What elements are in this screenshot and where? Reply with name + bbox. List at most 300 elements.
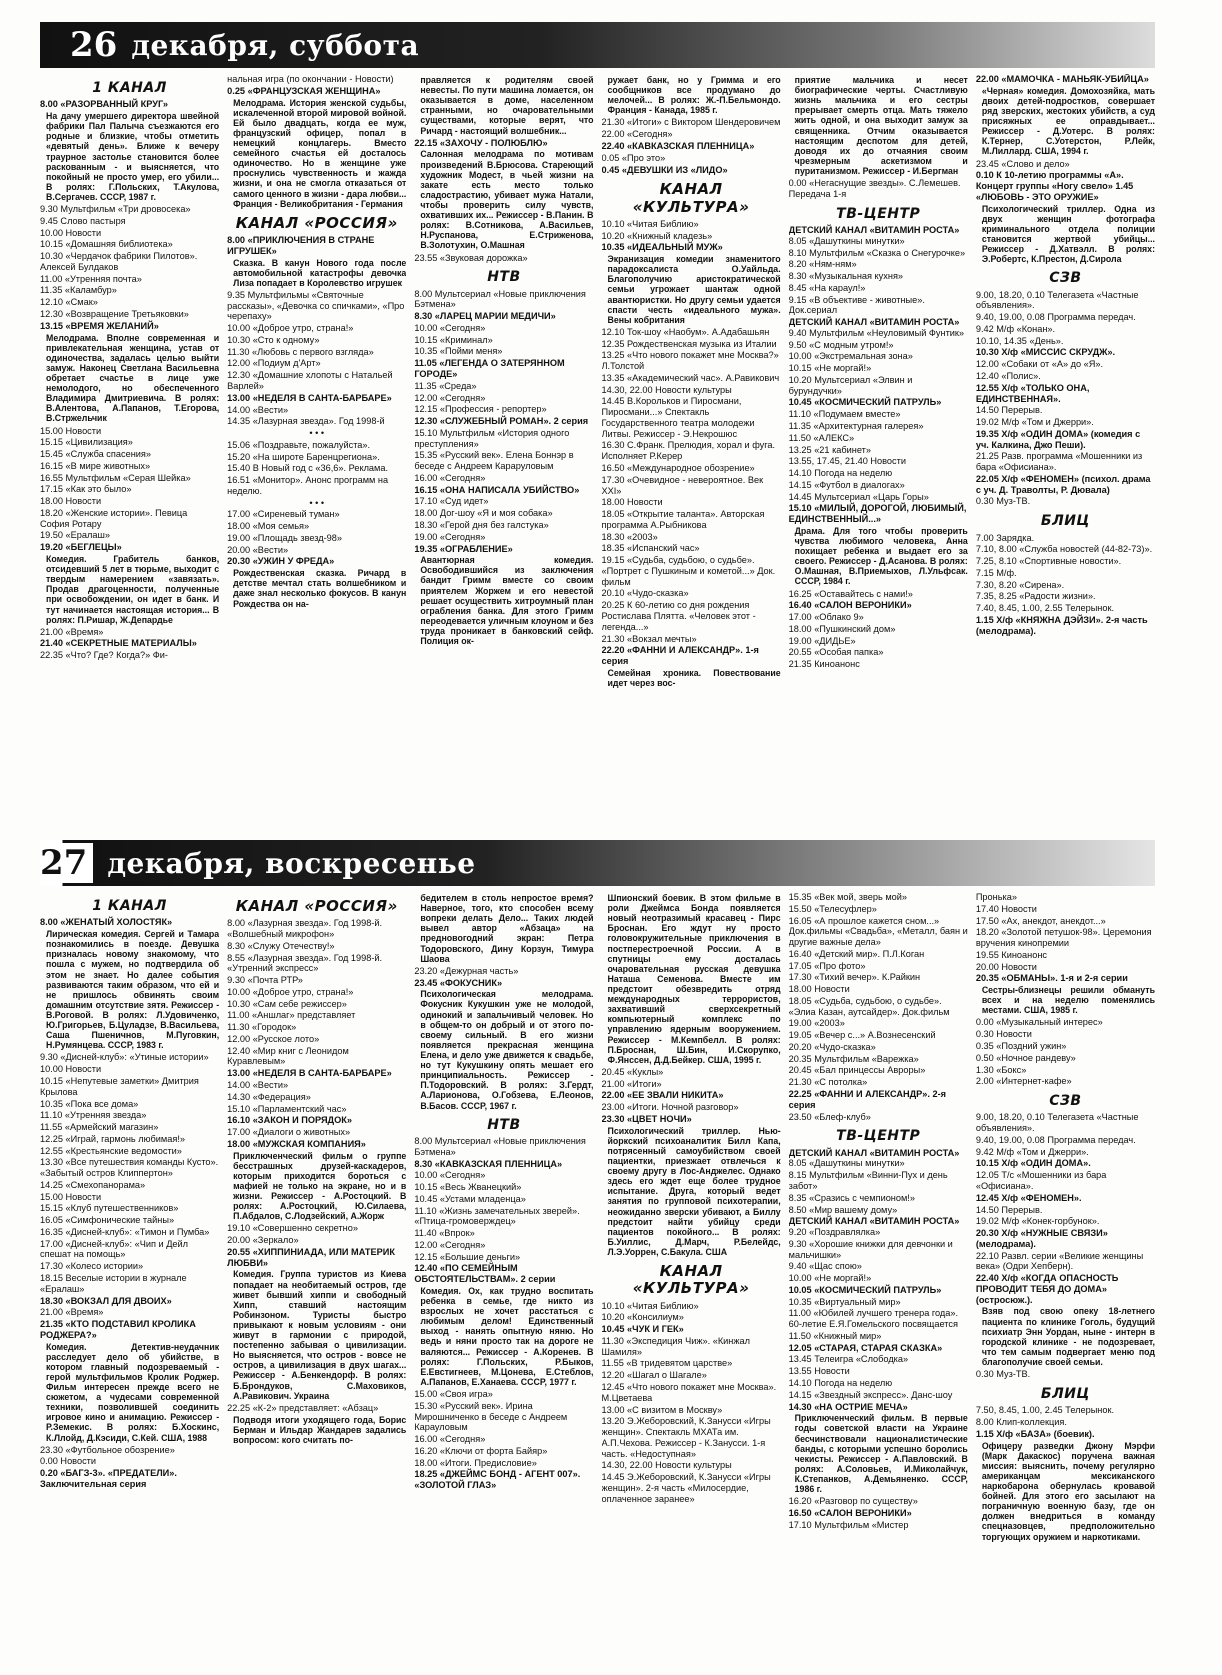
program-item: 18.15 Веселые истории в журнале «Ералаш»: [40, 1273, 187, 1294]
program-item: 10.10, 14.35 «День».: [975, 335, 1064, 346]
program-item: 12.00 «Подиум д'Арт»: [227, 358, 321, 369]
program-description: бедителем в столь непростое время? Наверное, того, кто способен всему вопреки делать Дело... Таких людей вывел автор «Абзаца» на предновогодний экран: Петра Тодоровского, Дину Корзун, Тимура Шаова: [420, 893, 594, 964]
program-item: 22.15 «ЗАХОЧУ - ПОЛЮБЛЮ»: [414, 137, 548, 148]
program-item: 17.05 «Про фото»: [788, 960, 866, 971]
program-item: 17.15 «Как это было»: [40, 484, 132, 495]
program-item: 0.10 К 10-летию программы «А». Концерт группы «Ногу свело» 1.45 «ЛЮБОВЬ - ЭТО ОРУЖИЕ»: [975, 170, 1134, 202]
program-item: 22.00 «Сегодня»: [601, 129, 673, 140]
program-item: 8.10 Мультфильм «Сказка о Снегурочке»: [788, 247, 966, 258]
program-item: 16.00 «Сегодня»: [414, 1434, 486, 1445]
listing-column: [789, 74, 968, 824]
program-item: 16.20 «Ключи от форта Байяр»: [414, 1445, 548, 1456]
program-item: 10.10 «Читая Библию»: [601, 218, 699, 229]
program-item: 9.20 «Поздравлялка»: [788, 1227, 881, 1238]
program-item: 14.25 «Смехопанорама»: [40, 1179, 146, 1190]
program-item: 8.30 «ЛАРЕЦ МАРИИ МЕДИЧИ»: [414, 311, 556, 322]
program-item: 0.30 Муз-ТВ.: [975, 496, 1031, 507]
block-caption: ДЕТСКИЙ КАНАЛ «ВИТАМИН РОСТА»: [788, 225, 960, 235]
program-item: 22.20 «ФАННИ И АЛЕКСАНДР». 1-я серия: [601, 645, 759, 667]
program-item: 14.45 В.Корольков и Пиросмани, Пиросмани...» Спектакль Государственного театра молодежи Литвы. Режиссер - Э.Некрошюс: [601, 396, 755, 439]
program-item: 15.40 В Новый год с «36,6». Реклама.: [227, 463, 389, 474]
program-description: Комедия. Грабитель банков, отсидевший 5 лет в тюрьме, выходит с твердым намерением «завязать». Продав драгоценности, полученные при освобождении, он идет в банк. И тут начинается настоящая история... В ролях: П.Ришар, Ж.Депардье: [46, 553, 220, 625]
program-item: 8.05 «Дашуткины минутки»: [788, 1158, 905, 1169]
program-item: 14.50 Перерыв.: [975, 1204, 1043, 1215]
program-item: Пронька»: [975, 892, 1017, 902]
program-item: 10.45 «Устами младенца»: [414, 1193, 526, 1204]
program-item: 8.00 Мультсериал «Новые приключения Бэтмена»: [414, 1135, 586, 1157]
program-item: 13.35 «Академический час». А.Равикович: [601, 372, 780, 383]
program-item: 14.30, 22.00 Новости культуры: [601, 1460, 732, 1471]
program-item: 15.00 «Своя игра»: [414, 1389, 493, 1400]
program-description: Комедия. Детектив-неудачник расследует дело об убийстве, в котором главный подозреваемый - герой мультфильмов Кролик Роджер. Фильм интересен прежде всего не сюжетом, а чудесами современной техники, позволившей соединить игровое кино и анимацию. Режиссер - Р.Земекис. В ролях: Б.Хоскинс, К.Ллойд, Д.Кэсиди, С.Кей. США, 1988: [46, 1341, 220, 1443]
program-description: Психологическая мелодрама. Фокусник Кукушкин уже не молодой, одинокий и запальчивый человек. Но в общем-то он добрый и от этого по-своему сильный. В его жизни появляется прекрасная женщина Елена, и дело уже движется к свадьбе, но тут Кукушкину опять мешает его принципиальность. Режиссер - П.Тодоровский. В ролях: З.Гердт, А.Ларионова, О.Гобзева, Е.Леонов, В.Басов. СССР, 1967 г.: [420, 989, 594, 1111]
program-description: приятие мальчика и несет биографические черты. Счастливую жизнь мальчика и его сестры прерывает смерть отца. Мать тяжело жить одной, и она выходит замуж за священника. Отчим оказывается настоящим деспотом для детей, доводя их до отчаяния своим чрезмерным аскетизмом и пуританизмом. Режиссер - И.Бергман: [794, 75, 968, 176]
program-description: Мелодрама. Вполне современная и привлекательная женщина, устав от одиночества, задалась целью выйти замуж. Наконец Светлана Васильевна обретает счастье в лице уже немолодого, но обеспеченного Владимира Дмитриевича. В ролях: В.Алентова, А.Папанов, Т.Егорова, В.Стржельчик: [46, 332, 220, 424]
program-item: 14.30, 22.00 Новости культуры: [601, 384, 732, 395]
program-item: 17.30 «Очевидное - невероятное. Век XXI»: [601, 474, 764, 496]
program-item: 11.10 «Подумаем вместе»: [788, 409, 901, 420]
program-item: 16.15 «В мире животных»: [40, 460, 151, 471]
listing-column: [40, 74, 219, 824]
day-banner: [40, 840, 1155, 886]
program-item: 14.30 «Федерация»: [227, 1091, 311, 1102]
program-item: 13.30 «Все путешествия команды Кусто». «Забытый остров Клиппертон»: [40, 1157, 219, 1179]
program-description: Рождественская сказка. Ричард в детстве мечтал стать волшебником и даже знал несколько фокусов. В канун Рождества он на-: [233, 568, 407, 609]
program-item: 10.00 «Доброе утро, страна!»: [227, 323, 354, 334]
program-item: 21.30 «Итоги» с Виктором Шендеровичем: [601, 117, 781, 128]
listing-column: [227, 892, 406, 1670]
program-item: 9.30 Мультфильм «Три дровосека»: [40, 204, 191, 215]
program-item: 15.10 «МИЛЫЙ, ДОРОГОЙ, ЛЮБИМЫЙ, ЕДИНСТВЕННЫЙ...»: [788, 503, 967, 525]
program-item: 11.05 «ЛЕГЕНДА О ЗАТЕРЯННОМ ГОРОДЕ»: [414, 358, 565, 380]
program-item: 19.15 «Судьба, судьбою, о судьбе». «Портрет с Пушкиным и кометой...» Док. фильм: [601, 555, 776, 587]
program-item: 11.10 «Утренняя звезда»: [40, 1110, 147, 1121]
block-caption: ДЕТСКИЙ КАНАЛ «ВИТАМИН РОСТА»: [788, 1216, 960, 1227]
program-item: 11.55 «Армейский магазин»: [40, 1122, 159, 1133]
program-item: 12.00 «Русское лото»: [227, 1033, 320, 1044]
program-item: 0.35 «Поздний ужин»: [975, 1040, 1067, 1051]
program-item: 16.55 Мультфильм «Серая Шейка»: [40, 472, 191, 483]
program-item: 0.30 Муз-ТВ.: [975, 1369, 1031, 1380]
program-description: Драма. Для того чтобы проверить чувства любимого человека, Анна похищает ребенка и выдает его за своего. Режиссер - Д.Асанова. В ролях: О.Машная, В.Приемыхов, Л.Ульфсак. СССР, 1984 г.: [794, 525, 968, 587]
program-item: 10.30 Х/ф «МИССИС СКРУДЖ».: [975, 347, 1116, 358]
program-item: 21.00 «Время»: [40, 626, 104, 637]
program-item: 22.40 «КАВКАЗСКАЯ ПЛЕННИЦА»: [601, 140, 755, 151]
program-item: 17.00 «Сиреневый туман»: [227, 509, 340, 520]
program-item: 21.40 «СЕКРЕТНЫЕ МАТЕРИАЛЫ»: [40, 638, 197, 649]
program-item: 14.35 «Лазурная звезда». Год 1998-й: [227, 416, 385, 427]
program-item: 12.40 «Мир книг с Леонидом Куравлевым»: [227, 1045, 349, 1067]
program-item: 15.35 «Век мой, зверь мой»: [788, 892, 907, 902]
program-item: 8.00 Мультсериал «Новые приключения Бэтмена»: [414, 288, 586, 310]
block-caption: ДЕТСКИЙ КАНАЛ «ВИТАМИН РОСТА»: [788, 317, 960, 328]
program-item: 13.55 Новости: [788, 1366, 850, 1377]
program-description: ружает банк, но у Гримма и его сообщников все продумано до мелочей... В ролях: Ж.-П.Бельмондо. Франция - Канада, 1985 г.: [607, 75, 781, 116]
program-item: 1.30 «Бокс»: [975, 1064, 1027, 1075]
program-item: 11.35 «Среда»: [414, 380, 477, 391]
program-item: 18.00 Дог-шоу «Я и моя собака»: [414, 508, 553, 519]
program-item: 19.00 «ДИДЬЕ»: [788, 635, 856, 646]
program-item: 19.00 «Сегодня»: [414, 531, 486, 542]
day-section-27: [40, 840, 1155, 1670]
program-item: 16.15 «ОНА НАПИСАЛА УБИЙСТВО»: [414, 484, 580, 495]
program-item: 13.55, 17.45, 21.40 Новости: [788, 456, 906, 467]
program-item: 9.42 М/ф «Конан».: [975, 323, 1056, 334]
program-item: 14.15 «Футбол в диалогах»: [788, 479, 905, 490]
program-item: 22.00 «МАМОЧКА - МАНЬЯК-УБИЙЦА»: [975, 74, 1149, 84]
program-item: 0.50 «Ночное рандеву»: [975, 1052, 1076, 1063]
program-item: 20.35 Мультфильм «Варежка»: [788, 1053, 919, 1064]
program-item: 0.45 «ДЕВУШКИ ИЗ «ЛИДО»: [601, 164, 728, 175]
program-item: 16.50 «САЛОН ВЕРОНИКИ»: [788, 1507, 912, 1518]
program-item: 18.35 «Испанский час»: [601, 543, 700, 554]
program-item: 10.15 «Криминал»: [414, 334, 493, 345]
program-item: 11.50 «АЛЕКС»: [788, 432, 855, 443]
listing-column: [789, 892, 968, 1670]
program-item: 14.00 «Вести»: [227, 1079, 289, 1090]
program-item: 10.20 «Книжный кладезь»: [601, 230, 713, 241]
program-item: 10.00 «Сегодня»: [414, 1170, 486, 1181]
program-item: 18.30 «Герой дня без галстука»: [414, 519, 549, 530]
program-item: 9.40, 19.00, 0.08 Программа передач.: [975, 312, 1136, 323]
program-item: 2.00 «Интернет-кафе»: [975, 1076, 1072, 1087]
program-item: 7.15 М/ф.: [975, 567, 1017, 578]
program-item: 8.50 «Мир вашему дому»: [788, 1204, 898, 1215]
program-item: 18.30 «2003»: [601, 531, 658, 542]
program-item: 21.00 «Время»: [40, 1307, 104, 1318]
program-item: 0.00 Новости: [40, 1456, 96, 1467]
program-item: 9.50 «С модным утром!»: [788, 339, 894, 350]
program-item: 9.30 «Почта РТР»: [227, 975, 303, 986]
channel-heading: КАНАЛ «РОССИЯ»: [235, 213, 398, 232]
program-item: 10.35 «Виртуальный мир»: [788, 1296, 901, 1307]
program-item: 7.35, 8.25 «Радости жизни».: [975, 591, 1096, 602]
program-item: 14.10 Погода на неделю: [788, 468, 893, 479]
program-item: 14.45 Э.Жеборовский, К.Занусси «Игры женщин». 2-я часть «Милосердие, оплаченное заранее»: [601, 1472, 771, 1504]
program-item: 23.30 «Футбольное обозрение»: [40, 1444, 175, 1455]
program-item: 11.00 «Утренняя почта»: [40, 273, 142, 284]
program-item: 0.30 Новости: [975, 1029, 1032, 1040]
program-item: 23.55 «Звуковая дорожка»: [414, 252, 528, 263]
program-item: 18.00 «Итоги. Предисловие»: [414, 1457, 537, 1468]
program-item: 15.10 «Парламентский час»: [227, 1103, 347, 1114]
channel-heading: КАНАЛ «КУЛЬТУРА»: [632, 1262, 750, 1298]
program-item: 10.35 «Пока все дома»: [40, 1098, 139, 1109]
program-item: 13.00 «НЕДЕЛЯ В САНТА-БАРБАРЕ»: [227, 1068, 392, 1079]
program-item: 10.10 «Читая Библию»: [601, 1300, 699, 1311]
program-description: Сказка. В канун Нового года после автомобильной катастрофы девочка Лиза попадает в Королевство игрушек: [233, 257, 407, 288]
program-item: 19.02 М/ф «Конек-горбунок».: [975, 1216, 1100, 1227]
program-item: 20.25 К 60-летию со дня рождения Ростислава Плятта. «Человек этот - легенда...»: [601, 600, 756, 632]
program-item: 16.20 «Разговор по существу»: [788, 1496, 918, 1507]
program-item: 10.15 «Непутевые заметки» Дмитрия Крылова: [40, 1075, 199, 1097]
program-item: 18.00 Новости: [788, 984, 850, 995]
program-item: 9.42 М/ф «Том и Джерри».: [975, 1146, 1089, 1157]
channel-heading: БЛИЦ: [1040, 1385, 1090, 1402]
program-item: 15.06 «Поздравьте, пожалуйста».: [227, 439, 371, 450]
program-item: 12.40 «ПО СЕМЕЙНЫМ ОБСТОЯТЕЛЬСТВАМ». 2 серии: [414, 1263, 556, 1285]
program-item: 11.40 «Впрок»: [414, 1228, 475, 1239]
program-item: 8.00 «ПРИКЛЮЧЕНИЯ В СТРАНЕ ИГРУШЕК»: [227, 234, 375, 256]
program-item: 8.30 «Служу Отечеству!»: [227, 940, 335, 951]
program-item: 20.55 «ХИППИНИАДА, ИЛИ МАТЕРИК ЛЮБВИ»: [227, 1246, 395, 1268]
channel-heading: КАНАЛ «РОССИЯ»: [235, 897, 398, 915]
separator: • • •: [309, 428, 325, 439]
program-item: 10.20 Мультсериал «Элвин и бурундучки»: [788, 374, 913, 396]
program-item: 11.55 «В тридевятом царстве»: [601, 1358, 733, 1369]
channel-heading: БЛИЦ: [1040, 513, 1090, 530]
program-item: 9.40 «Щас спою»: [788, 1261, 862, 1272]
listing-column: [602, 892, 781, 1670]
program-item: 10.00 «Не моргай!»: [788, 1273, 872, 1284]
program-item: 18.25 «ДЖЕЙМС БОНД - АГЕНТ 007». «ЗОЛОТОЙ ГЛАЗ»: [414, 1469, 581, 1491]
program-description: Приключенческий фильм. В первые годы советской власти на Украине бесчинствовали националистические банды, с которыми успешно боролись чекисты. Режиссер - А.Павловский. В ролях: А.Соловьев, И.Миколайчук, К.Степанков, А.Демьяненко. СССР, 1986 г.: [794, 1413, 968, 1495]
program-description: Шпионский боевик. В этом фильме в роли Джеймса Бонда появляется новый неотразимый красавец - Пирс Броснан. Его ждут ну просто головокружительные приключения в постперестроечной России. А в спутницы ему досталась очаровательная русская девушка Наташа Семенова. Вместе им предстоит обезвредить отряд международных террористов, захвативший сверхсекретный компьютерный комплекс по управлению ядерным вооружением. Режиссер - М.Кемпбелл. В ролях: П.Броснан, Ш.Бин, И.Скорупко, Ф.Янссен, Д.Д.Бейкер. США, 1995 г.: [607, 893, 781, 1065]
channel-heading: 1 КАНАЛ: [92, 898, 167, 914]
program-description: правляется к родителям своей невесты. По пути машина ломается, он оказывается в доме, населенном странными, но очаровательными существами, которые верят, что Ричард - настоящий волшебник...: [420, 75, 594, 136]
program-item: 21.25 Разв. программа «Мошенники из бара «Офисиана».: [975, 451, 1143, 473]
program-item: 18.20 «Золотой петушок-98». Церемония вручения кинопремии: [975, 927, 1152, 949]
listing-column: [976, 892, 1155, 1670]
program-item: 15.45 «Служба спасения»: [40, 449, 151, 460]
program-item: 21.35 Киноанонс: [788, 659, 860, 670]
program-item: 12.30 «Возвращение Третьяковки»: [40, 309, 189, 320]
program-item: 19.20 «БЕГЛЕЦЫ»: [40, 542, 122, 553]
program-item: 18.20 «Женские истории». Певица София Ротару: [40, 507, 188, 529]
program-item: 16.35 «Дисней-клуб»: «Тимон и Пумба»: [40, 1226, 210, 1237]
channel-heading: 1 КАНАЛ: [92, 80, 167, 96]
program-item: 20.00 «Вести»: [227, 544, 289, 555]
program-description: Экранизация комедии знаменитого парадоксалиста О.Уайльда. Благополучию аристократической семьи угрожает шантаж одной авантюристки. Но другу семьи удается спасти честь «идеального мужа». Вены кобритания: [607, 254, 781, 325]
block-caption: ДЕТСКИЙ КАНАЛ «ВИТАМИН РОСТА»: [788, 1147, 960, 1158]
program-description: Салонная мелодрама по мотивам произведений В.Брюсова. Стареющий художник Модест, в чьей жизни на закате есть место только сладострастию, убивает мужа Натали, чтобы проверить силу чувств, охвативших их... Режиссер - В.Панин. В ролях: В.Сотникова, А.Васильев, Н.Руспанова, Е.Стриженова, В.Золотухин, О.Машная: [420, 149, 594, 251]
columns: [40, 892, 1155, 1670]
program-item: 1.15 Х/ф «КНЯЖНА ДЭЙЗИ». 2-я часть (мелодрама).: [975, 614, 1148, 636]
day-section-26: [40, 22, 1155, 824]
program-item: 0.20 «БАГЗ-3». «ПРЕДАТЕЛИ». Заключительная серия: [40, 1468, 177, 1489]
program-item: 23.50 «Блеф-клуб»: [788, 1111, 871, 1122]
program-item: 12.10 «Смак»: [40, 297, 98, 308]
program-item: 23.45 «ФОКУСНИК»: [414, 977, 503, 988]
program-description: «Черная» комедия. Домохозяйка, мать двоих детей-подростков, совершает ряд зверских, жестоких убийств, а суд присяжных ее оправдывает... Режиссер - Д.Уотерс. В ролях: К.Тернер, С.Уотерстон, Р.Лейк, М.Лиллард. США, 1994 г.: [981, 85, 1155, 157]
program-description: Психологический триллер. Нью-йоркский психоаналитик Билл Капа, потрясенный самоубийством своей пациентки, приезжает отвлечься к своему другу в Лос-Анджелес. Однако здесь его ждет еще более трудное испытание. Друга, который ведет занятия по групповой психотерапии, неожиданно зверски убивают, а Биллу предстоит найти убийцу среди пациентов покойного... В ролях: Б.Уиллис, Д.Марч, Р.Белейдс, Л.Э.Уоррен, С.Бакула. США: [607, 1125, 781, 1257]
program-item: 19.55 Киноанонс: [975, 949, 1047, 960]
channel-heading: НТВ: [487, 269, 521, 286]
program-item: 12.05 Т/с «Мошенники из бара «Офисиана».: [975, 1170, 1107, 1192]
program-item: 0.05 «Про это»: [601, 152, 666, 163]
program-item: 8.05 «Дашуткины минутки»: [788, 235, 905, 246]
program-item: 16.10 «ЗАКОН И ПОРЯДОК»: [227, 1115, 352, 1126]
program-item: 13.20 Э.Жеборовский, К.Занусси «Игры женщин». Спектакль МХАТа им. А.П.Чехова. Режиссер - К.Занусси. 1-я часть. «Недоступная»: [601, 1416, 771, 1459]
program-item: 17.30 «Тихий вечер». К.Райкин: [788, 972, 921, 983]
program-item: 10.15 «Весь Жванецкий»: [414, 1182, 522, 1193]
program-item: 22.05 Х/ф «ФЕНОМЕН» (психол. драма с уч. Д. Траволты, Р. Дювала): [975, 473, 1151, 495]
program-item: 10.00 Новости: [40, 1064, 102, 1075]
program-item: 18.00 «Пушкинский дом»: [788, 623, 896, 634]
program-item: 20.45 «Куклы»: [601, 1066, 664, 1077]
program-item: 20.30 Х/ф «НУЖНЫЕ СВЯЗИ» (мелодрама).: [975, 1228, 1108, 1249]
program-item: 13.15 «ВРЕМЯ ЖЕЛАНИЙ»: [40, 320, 159, 331]
program-item: 9.00, 18.20, 0.10 Телегазета «Частные объявления».: [975, 1112, 1139, 1134]
program-item: 13.25 «21 кабинет»: [788, 444, 872, 455]
program-item: 10.45 «КОСМИЧЕСКИЙ ПАТРУЛЬ»: [788, 397, 942, 408]
program-item: 10.00 «Сегодня»: [414, 322, 486, 333]
program-item: 16.51 «Монитор». Анонс программ на неделю.: [227, 475, 389, 496]
program-item: 9.30 «Хорошие книжки для девчонки и мальчишки»: [788, 1238, 953, 1260]
program-item: 12.30 «Домашние хлопоты с Натальей Варлей»: [227, 370, 393, 391]
program-description: Подводя итоги уходящего года, Борис Берман и Ильдар Жандарев задались вопросом: кого считать по-: [233, 1414, 407, 1445]
program-item: 10.20 «Консилиум»: [601, 1312, 684, 1323]
program-item: 10.30 «Чердачок фабрики Пилотов». Алексей Булдаков: [40, 251, 198, 272]
program-item: 23.00 «Итоги. Ночной разговор»: [601, 1102, 739, 1113]
program-item: 16.40 «САЛОН ВЕРОНИКИ»: [788, 600, 912, 611]
program-description: На дачу умершего директора швейной фабрики Пал Палыча съезжаются его родные и близкие, чтобы отметить «девятый день». Ближе к вечеру траурное застолье становится более раскованным - и выясняется, что покойный не просто умер, его убили... В ролях: Г.Польских, Т.Акулова, В.Сергачев. СССР, 1987 г.: [46, 111, 220, 203]
program-item: 12.45 «Что нового покажет мне Москва». М.Цветаева: [601, 1381, 777, 1403]
program-item: 15.30 «Русский век». Ирина Мирошниченко в беседе с Андреем Карауловым: [414, 1400, 568, 1433]
program-item: 8.30 «Музыкальная кухня»: [788, 271, 904, 282]
program-item: 10.30 «Сам себе режиссер»: [227, 998, 347, 1009]
program-item: 7.25, 8.10 «Спортивные новости».: [975, 556, 1122, 567]
program-item: 10.05 «КОСМИЧЕСКИЙ ПАТРУЛЬ»: [788, 1284, 942, 1295]
program-item: 18.00 «МУЖСКАЯ КОМПАНИЯ»: [227, 1138, 366, 1149]
program-description: Приключенческий фильм о группе бесстрашных друзей-каскадеров, которым приходится бороться с мафией не только на экране, но и в жизни. Режиссер - А.Ростоцкий. В ролях: А.Ростоцкий, Ю.Силаева, П.Абдалов, С.Лодзейский, А.Жорж: [233, 1150, 407, 1222]
program-item: 16.00 «Сегодня»: [414, 472, 486, 483]
program-item: 20.30 «УЖИН У ФРЕДА»: [227, 556, 335, 567]
program-item: 15.50 «Телесуфлер»: [788, 903, 877, 914]
day-title: декабря, воскресенье: [107, 846, 476, 880]
day-title: декабря, суббота: [131, 28, 420, 62]
program-item: 20.35 «ОБМАНЫ». 1-я и 2-я серии: [975, 973, 1128, 984]
program-item: 17.00 «Дисней-клуб»: «Чип и Дейл спешат на помощь»: [40, 1238, 189, 1260]
program-item: 13.00 «С визитом в Москву»: [601, 1404, 723, 1415]
program-item: 22.40 Х/ф «КОГДА ОПАСНОСТЬ ПРОВОДИТ ТЕБЯ ДО ДОМА» (остросюж.).: [975, 1273, 1119, 1305]
program-item: 7.10, 8.00 «Служба новостей (44-82-73)».: [975, 544, 1153, 555]
program-item: 17.30 «Колесо истории»: [40, 1261, 144, 1272]
program-item: 11.00 «Юбилей лучшего тренера года». 60-летие Е.Я.Гомельского посвящается: [788, 1308, 959, 1330]
listing-column: [602, 74, 781, 824]
program-item: 19.02 М/ф «Том и Джерри».: [975, 417, 1094, 428]
program-item: 7.50, 8.45, 1.00, 2.45 Телерынок.: [975, 1405, 1115, 1416]
program-item: 12.00 «Собаки от «А» до «Я».: [975, 359, 1104, 370]
program-item: 17.10 «Суд идет»: [414, 496, 489, 507]
day-number: 26: [70, 25, 118, 65]
program-item: 0.25 «ФРАНЦУЗСКАЯ ЖЕНЩИНА»: [227, 85, 381, 96]
program-item: 16.25 «Оставайтесь с нами!»: [788, 588, 913, 599]
program-item: 10.35 «Пойми меня»: [414, 346, 503, 357]
program-description: Сестры-близнецы решили обмануть всех и на неделю поменялись местами. США, 1985 г.: [981, 985, 1155, 1016]
program-description: Комедия. Ох, как трудно воспитать ребенка в семье, где никто из взрослых не хочет расстаться с любимым делом! Единственный выход - нанять опытную няню. Но ведь и няни просто так на дороге не валяются... Режиссер - А.Коренев. В ролях: Г.Польских, Р.Быков, Е.Евстигнеев, М.Цонева, Е.Стеблов, А.Папанов, Е.Ханаева. СССР, 1977 г.: [420, 1285, 594, 1387]
program-item: 10.30 «Сто к одному»: [227, 334, 320, 345]
listing-column: [227, 74, 406, 824]
program-item: 14.50 Перерыв.: [975, 405, 1043, 416]
program-item: 23.20 «Дежурная часть»: [414, 965, 519, 976]
program-item: 12.15 «Большие деньги»: [414, 1251, 521, 1262]
program-item: 15.00 Новости: [40, 1191, 102, 1202]
program-item: 16.30 С.Франк. Прелюдия, хорал и фуга. Исполняет Р.Керер: [601, 440, 776, 462]
program-item: 11.30 «Городок»: [227, 1022, 297, 1033]
program-description: Семейная хроника. Повествование идет через вос-: [607, 667, 781, 688]
program-item: 18.00 «Моя семья»: [227, 521, 310, 532]
program-item: 12.55 Х/ф «ТОЛЬКО ОНА, ЕДИНСТВЕННАЯ».: [975, 382, 1090, 404]
program-item: 12.35 Рождественская музыка из Италии: [601, 338, 777, 349]
program-item: 12.55 «Крестьянские ведомости»: [40, 1145, 182, 1156]
program-item: 15.15 «Клуб путешественников»: [40, 1203, 179, 1214]
program-item: нальная игра (по окончании - Новости): [227, 74, 394, 84]
program-description: Авантюрная комедия. Освободившийся из заключения бандит Гримм вместе со своим приятелем Жоржем и его невестой решает осуществить хитроумный план ограбления банка. Для этого Гримм переодевается уличным клоуном и без труда проникает в банковский сейф. Полиция ок-: [420, 555, 594, 647]
program-item: 17.00 «Облако 9»: [788, 612, 864, 623]
program-description: Лирическая комедия. Сергей и Тамара познакомились в поезде. Девушка призналась новому знакомому, что пошла с мужем, но подтвердила об этом не знает. Но далее события развиваются таким образом, что ей и не пришлось обвинять своим домашним отсутствие зятя. Режиссер - В.Роговой. В ролях: Л.Удовиченко, Ю.Григорьев, Б.Цуладзе, В.Васильева, Саша Пшеничнов, М.Пуговкин, Н.Румянцева. СССР, 1983 г.: [46, 929, 220, 1051]
program-description: Мелодрама. История женской судьбы, искалеченной второй мировой войной. Ей было двадцать, когда ее муж, французский офицер, попал в немецкий концлагерь. Вместо семейного счастья ей досталось одиночество. Но в женщине уже проснулись чувственность и жажда жизни, и она не смогла отказаться от самого ценного в жизни - дара любви... Франция - Великобритания - Германия: [233, 97, 407, 209]
program-item: 12.15 «Профессия - репортер»: [414, 404, 547, 415]
program-item: 12.00 «Сегодня»: [414, 392, 486, 403]
channel-heading: КАНАЛ «КУЛЬТУРА»: [632, 180, 750, 216]
program-item: 9.00, 18.20, 0.10 Телегазета «Частные объявления».: [975, 289, 1139, 311]
program-item: 11.30 «Экспедиция Чиж». «Кинжал Шамиля»: [601, 1335, 750, 1357]
program-item: 8.00 «Лазурная звезда». Год 1998-й. «Волшебный микрофон»: [227, 918, 383, 940]
program-item: 10.15 «Домашняя библиотека»: [40, 239, 173, 250]
program-item: 22.35 «Что? Где? Когда?» Фи-: [40, 650, 168, 661]
program-item: 16.40 «Детский мир». П.Л.Коган: [788, 948, 925, 959]
program-item: 10.45 «ЧУК И ГЕК»: [601, 1324, 684, 1335]
program-item: 20.20 «Чудо-сказка»: [788, 1041, 876, 1052]
program-item: 12.40 «Полис».: [975, 370, 1041, 381]
program-item: 7.40, 8.45, 1.00, 2.55 Телерынок.: [975, 603, 1115, 614]
program-item: 9.45 Слово пастыря: [40, 215, 126, 226]
program-item: 19.35 «ОГРАБЛЕНИЕ»: [414, 543, 513, 554]
program-item: 11.30 «Любовь с первого взгляда»: [227, 346, 374, 357]
program-description: Офицеру разведки Джону Мэрфи (Марк Дакаскос) поручена важная миссия: выяснить, почему регулярно американцам мексиканского наркобарона обернулась кровавой бойней. Для этого его засылают на пограничную военную базу, где он должен внедриться в команду спецназовцев, предположительно торгующих оружием и наркотиками.: [981, 1440, 1155, 1542]
program-item: 18.05 «Открытие таланта». Авторская программа А.Рыбникова: [601, 509, 765, 530]
program-item: 20.10 «Чудо-сказка»: [601, 588, 689, 599]
program-item: 11.35 «Архитектурная галерея»: [788, 421, 924, 432]
program-item: 10.15 «Не моргай!»: [788, 363, 872, 374]
program-item: 0.00 «Музыкальный интерес»: [975, 1017, 1103, 1028]
program-item: 20.00 Новости: [975, 961, 1037, 972]
program-item: 0.00 «Негаснущие звезды». С.Лемешев. Передача 1-я: [788, 178, 961, 199]
channel-heading: НТВ: [487, 1116, 521, 1133]
program-item: 1.15 Х/ф «БАЗА» (боевик).: [975, 1428, 1095, 1439]
program-item: 9.35 Мультфильмы «Святочные рассказы», «Девочка со спичками», «Про черепаху»: [227, 289, 405, 322]
listing-column: [414, 74, 593, 824]
program-item: 8.35 «Сразись с чемпионом!»: [788, 1192, 915, 1203]
program-item: 18.00 Новости: [601, 497, 663, 508]
program-item: 9.40 Мультфильм «Неуловимый Фунтик»: [788, 327, 965, 338]
program-item: 15.10 Мультфильм «История одного преступления»: [414, 427, 570, 449]
program-item: 9.15 «В объективе - животные». Док.сериал: [788, 294, 925, 316]
program-item: 15.00 Новости: [40, 425, 102, 436]
program-item: 22.00 «ЕЕ ЗВАЛИ НИКИТА»: [601, 1090, 724, 1101]
program-item: 11.50 «Книжный мир»: [788, 1330, 882, 1341]
program-item: 10.00 «Экстремальная зона»: [788, 351, 913, 362]
channel-heading: СЗВ: [1049, 1093, 1082, 1110]
program-item: 12.05 «СТАРАЯ, СТАРАЯ СКАЗКА»: [788, 1342, 943, 1353]
program-item: 8.00 Клип-коллекция.: [975, 1417, 1067, 1427]
program-item: 16.05 «Симфонические тайны»: [40, 1215, 175, 1226]
program-item: 9.40, 19.00, 0.08 Программа передач.: [975, 1134, 1136, 1145]
program-item: 19.10 «Совершенно секретно»: [227, 1223, 358, 1234]
program-item: 20.45 «Бал принцессы Авроры»: [788, 1065, 926, 1076]
program-item: 8.00 «ЖЕНАТЫЙ ХОЛОСТЯК»: [40, 917, 173, 928]
day-banner: [40, 22, 1155, 68]
program-item: 16.05 «А прошлое кажется сном...» Док.фильмы «Свадьба», «Металл, баян и другие важные дела»: [788, 915, 968, 948]
program-item: 15.35 «Русский век». Елена Боннэр в беседе с Андреем Караруловым: [414, 450, 574, 472]
program-item: 20.00 «Зеркало»: [227, 1235, 299, 1246]
listing-column: [414, 892, 593, 1670]
channel-heading: СЗВ: [1049, 270, 1082, 287]
program-item: 10.15 Х/ф «ОДИН ДОМА».: [975, 1158, 1091, 1169]
program-item: 8.15 Мультфильм «Винни-Пух и день забот»: [788, 1170, 948, 1191]
program-item: 12.45 Х/ф «ФЕНОМЕН».: [975, 1192, 1082, 1203]
